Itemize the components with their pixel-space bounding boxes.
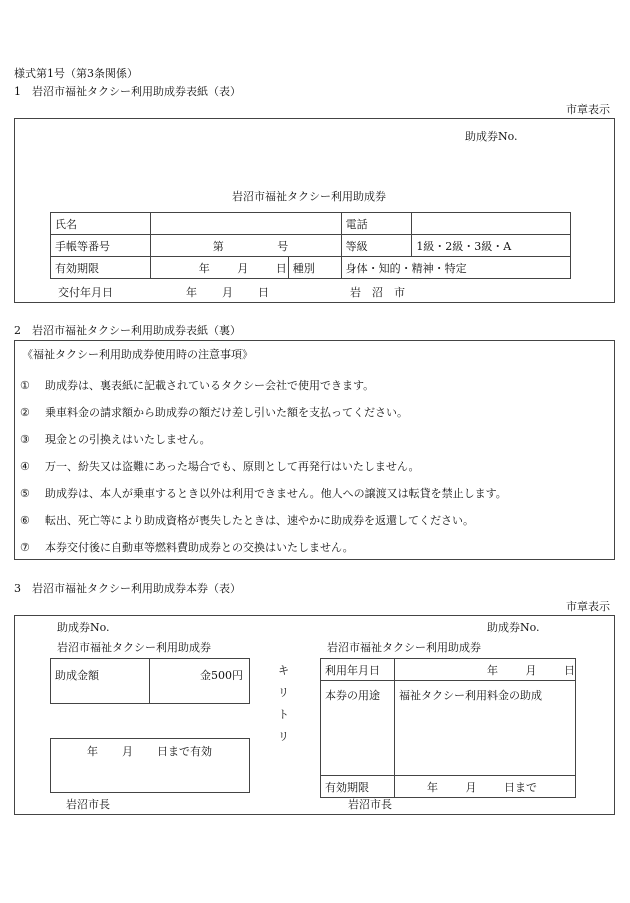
list-item: ⑥ 転出、死亡等により助成資格が喪失したときは、速やかに助成券を返還してください。 (20, 514, 474, 527)
ticket-valid-until: 日まで (504, 780, 537, 794)
issue-day: 日 (258, 286, 269, 299)
issuer: 岩 沼 市 (350, 286, 405, 299)
list-item: ⑤ 助成券は、本人が乗車するとき以外は利用できません。他人への譲渡又は転貸を禁止します。 (20, 487, 507, 500)
issue-year: 年 (186, 286, 197, 299)
validity-year: 年 (198, 261, 210, 275)
table-row (51, 257, 571, 279)
amount-table (50, 658, 250, 704)
ticket-voucher-no-label: 助成券No. (487, 621, 540, 634)
amount-value: 金500円 (150, 659, 250, 704)
phone-label: 電話 (341, 213, 412, 235)
list-item: ⑦ 本券交付後に自動車等燃料費助成券との交換はいたしません。 (20, 541, 354, 554)
seal-label: 市章表示 (566, 103, 610, 116)
issue-date-label: 交付年月日 (58, 286, 113, 299)
cut-mark-3: ト (278, 708, 289, 721)
voucher-no-label: 助成券No. (465, 130, 518, 143)
validity-month: 月 (237, 261, 249, 275)
type-options[interactable]: 身体・知的・精神・特定 (341, 257, 570, 279)
cut-mark-4: リ (278, 730, 289, 743)
stub-title: 岩沼市福祉タクシー利用助成券 (57, 641, 211, 654)
valid-until-box (50, 738, 250, 793)
stub-signer: 岩沼市長 (66, 798, 110, 811)
type-label: 種別 (288, 257, 341, 279)
use-month: 月 (525, 663, 537, 677)
holder-info-table (50, 212, 571, 279)
ticket-valid-month: 月 (465, 780, 477, 794)
list-item: ③ 現金との引換えはいたしません。 (20, 433, 211, 446)
use-date-field[interactable] (395, 659, 576, 681)
booklet-field[interactable] (150, 235, 341, 257)
section1-heading: 1 岩沼市福祉タクシー利用助成券表紙（表） (14, 85, 241, 98)
valid-year: 年 (87, 745, 98, 758)
use-year: 年 (487, 663, 498, 677)
issue-month: 月 (222, 286, 233, 299)
amount-label: 助成金額 (51, 659, 150, 704)
validity-label: 有効期限 (51, 257, 151, 279)
table-row (321, 776, 576, 798)
grade-options[interactable]: 1級・2級・3級・A (412, 235, 571, 257)
grade-label: 等級 (341, 235, 412, 257)
booklet-label: 手帳等番号 (51, 235, 151, 257)
purpose-value: 福祉タクシー利用料金の助成 (395, 681, 576, 776)
ticket-signer: 岩沼市長 (348, 798, 392, 811)
cover-title: 岩沼市福祉タクシー利用助成券 (232, 190, 386, 203)
use-day: 日 (564, 663, 575, 677)
list-item: ④ 万一、紛失又は盗難にあった場合でも、原則として再発行はいたしません。 (20, 460, 420, 473)
validity-day: 日 (275, 261, 287, 275)
valid-until-suffix: 日まで有効 (157, 745, 212, 758)
section2-heading: 2 岩沼市福祉タクシー利用助成券表紙（裏） (14, 324, 241, 337)
use-date-label: 利用年月日 (321, 659, 395, 681)
cut-mark-2: リ (278, 686, 289, 699)
booklet-suffix: 号 (277, 239, 289, 253)
table-row (321, 681, 576, 776)
notes-title: 《福祉タクシー利用助成券使用時の注意事項》 (22, 348, 253, 361)
list-item: ② 乗車料金の請求額から助成券の額だけ差し引いた額を支払ってください。 (20, 406, 408, 419)
validity-field[interactable] (150, 257, 288, 279)
section3-heading: 3 岩沼市福祉タクシー利用助成券本券（表） (14, 582, 241, 595)
form-number: 様式第1号（第3条関係） (14, 67, 138, 80)
ticket-validity-field[interactable] (395, 776, 576, 798)
ticket-valid-year: 年 (427, 780, 438, 794)
phone-field[interactable] (412, 213, 571, 235)
table-row (321, 659, 576, 681)
table-row (51, 659, 250, 704)
name-field[interactable] (150, 213, 341, 235)
stub-voucher-no-label: 助成券No. (57, 621, 110, 634)
seal-label-2: 市章表示 (566, 600, 610, 613)
cut-mark-1: キ (278, 664, 289, 677)
ticket-title: 岩沼市福祉タクシー利用助成券 (327, 641, 481, 654)
table-row (51, 235, 571, 257)
ticket-table (320, 658, 576, 798)
valid-month: 月 (122, 745, 133, 758)
name-label: 氏名 (51, 213, 151, 235)
table-row (51, 213, 571, 235)
booklet-prefix: 第 (212, 239, 224, 253)
ticket-validity-label: 有効期限 (321, 776, 395, 798)
purpose-label: 本券の用途 (321, 681, 395, 776)
list-item: ① 助成券は、裏表紙に記載されているタクシー会社で使用できます。 (20, 379, 375, 392)
